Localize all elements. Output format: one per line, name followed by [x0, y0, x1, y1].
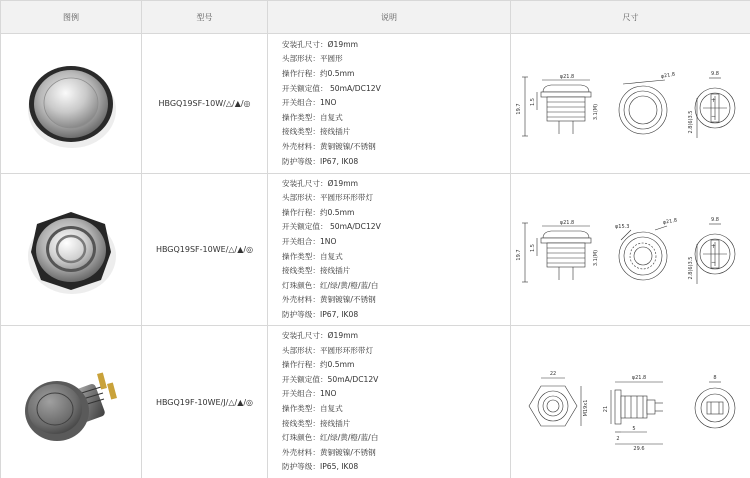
model-number: HBGQ19F-10WE/J/△/▲/◎: [142, 326, 268, 478]
dim-side-diameter: φ21.8: [631, 375, 646, 381]
table-row: [1, 174, 750, 326]
dim-head: 1.5: [529, 243, 536, 252]
dimension-drawing-cell: [511, 326, 750, 478]
spec-operation: 操作类型：自复式: [282, 112, 343, 122]
dim-front-diameter: φ21.8: [661, 217, 678, 226]
spec-terminal: 接线类型：接线插片: [282, 266, 351, 276]
dim-head: 1.5: [529, 97, 536, 106]
spec-led-color: 灯珠颜色：红/绿/黄/橙/蓝/白: [282, 433, 379, 443]
dim-rear-height: 2.8(6)3.5: [687, 256, 694, 279]
dim-diameter: φ21.8: [559, 73, 574, 80]
dim-rear-height: 2.8(6)3.5: [687, 110, 694, 133]
spec-list: [268, 174, 511, 326]
dim-height: 19.7: [515, 248, 522, 261]
spec-list: [268, 326, 511, 478]
dim-rear-width: 8: [712, 375, 717, 381]
spec-mount-hole: 安装孔尺寸：Ø19mm: [282, 39, 358, 49]
product-image-cell: [1, 326, 142, 478]
table-row: [1, 34, 750, 174]
spec-list: [268, 34, 511, 174]
spec-head-shape: 头部形状：平圆形环形带灯: [282, 345, 374, 355]
spec-head-shape: 头部形状：平圆形: [282, 54, 343, 64]
spec-operation: 操作类型：自复式: [282, 404, 343, 413]
spec-mount-hole: 安装孔尺寸：Ø19mm: [282, 178, 358, 188]
dimension-drawing: [515, 54, 747, 154]
spec-rating: 开关额定值： 50mA/DC12V: [282, 222, 381, 232]
dim-total-length: 29.6: [632, 446, 645, 452]
svg-text:+: +: [710, 242, 716, 250]
spec-terminal: 接线类型：接线插片: [282, 127, 351, 137]
ring-led-button-photo: [21, 200, 121, 300]
header-image: 图例: [1, 1, 142, 34]
spec-stroke: 操作行程：约0.5mm: [282, 360, 355, 370]
angled-button-photo: [15, 347, 127, 457]
spec-terminal: 接线类型：接线插片: [282, 418, 351, 428]
model-number: HBGQ19SF-10W/△/▲/◎: [142, 34, 268, 174]
dimension-drawing: [515, 200, 747, 300]
dim-pin: 3.1(M): [592, 249, 599, 266]
dim-ring-diameter: φ15.3: [614, 223, 629, 230]
dim-front-diameter: φ21.8: [659, 71, 676, 80]
svg-text:−: −: [710, 258, 716, 266]
spec-material: 外壳材料：黄铜镀镍/不锈钢: [282, 447, 376, 457]
header-dimensions: 尺寸: [511, 1, 750, 34]
spec-stroke: 操作行程：约0.5mm: [282, 69, 355, 79]
model-number: HBGQ19SF-10WE/△/▲/◎: [142, 174, 268, 326]
dim-pin: 3.1(M): [592, 103, 599, 120]
dim-diameter: φ21.8: [559, 219, 574, 226]
dimension-drawing-cell: [511, 34, 750, 174]
dim-height: 19.7: [515, 102, 522, 115]
spec-contact: 开关组合：1NO: [282, 236, 337, 246]
dim-rear-width: 9.8: [710, 70, 719, 77]
dimension-drawing-cell: [511, 174, 750, 326]
dim-flange: 2: [615, 436, 620, 442]
header-description: 说明: [268, 1, 511, 34]
spec-rating: 开关额定值：50mA/DC12V: [282, 374, 379, 384]
spec-led-color: 灯珠颜色：红/绿/黄/橙/蓝/白: [282, 280, 379, 290]
header-model: 型号: [142, 1, 268, 34]
spec-head-shape: 头部形状：平圆形环形带灯: [282, 193, 374, 203]
spec-contact: 开关组合：1NO: [282, 98, 337, 108]
svg-text:−: −: [710, 112, 716, 120]
table-header-row: [1, 1, 750, 34]
spec-protection: 防护等级：IP65, IK08: [282, 462, 359, 472]
spec-protection: 防护等级：IP67, IK08: [282, 309, 359, 319]
svg-text:+: +: [710, 96, 716, 104]
spec-mount-hole: 安装孔尺寸：Ø19mm: [282, 331, 358, 341]
dim-nut-thread: M19x1: [582, 399, 589, 417]
spec-contact: 开关组合：1NO: [282, 389, 337, 399]
spec-operation: 操作类型：自复式: [282, 251, 343, 261]
dimension-drawing: [515, 352, 747, 452]
spec-protection: 防护等级：IP67, IK08: [282, 156, 359, 166]
product-image-cell: [1, 34, 142, 174]
flat-button-photo: [21, 54, 121, 154]
dim-nut-width: 22: [549, 371, 556, 377]
dim-rear-width: 9.8: [710, 216, 719, 223]
spec-rating: 开关额定值： 50mA/DC12V: [282, 83, 381, 93]
spec-material: 外壳材料：黄铜镀镍/不锈钢: [282, 295, 376, 305]
spec-stroke: 操作行程：约0.5mm: [282, 207, 355, 217]
spec-material: 外壳材料：黄铜镀镍/不锈钢: [282, 141, 376, 151]
table-row: [1, 326, 750, 478]
product-image-cell: [1, 174, 142, 326]
dim-body: 5: [631, 426, 636, 432]
dim-side-height: 21: [602, 405, 609, 413]
